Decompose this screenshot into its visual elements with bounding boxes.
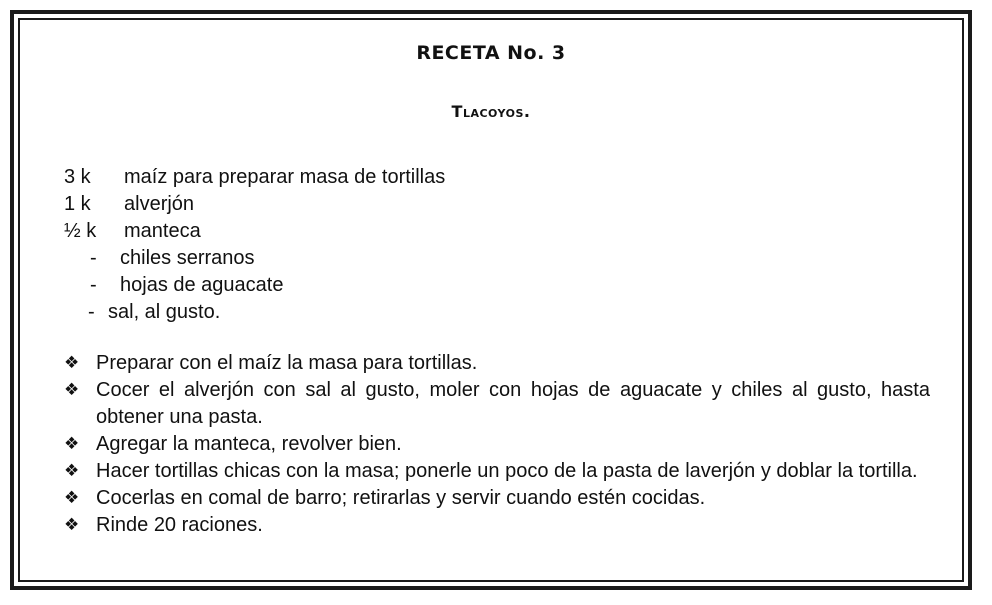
step-item [64,485,930,512]
recipe-card-outer-border [10,10,972,590]
diamond-bullet-icon: ❖ [64,488,80,508]
diamond-bullet-icon: ❖ [64,461,80,481]
ingredient-item [64,245,445,272]
step-text: Agregar la manteca, revolver bien. [96,433,402,455]
diamond-bullet-icon: ❖ [64,515,80,535]
ingredient-item [64,272,445,299]
ingredient-quantity: 3 k [64,166,91,188]
ingredient-item [64,299,445,326]
ingredient-name: maíz para preparar masa de tortillas [124,166,446,188]
ingredient-name: alverjón [124,193,195,215]
step-text: Rinde 20 raciones. [96,514,263,536]
ingredient-dash: - [90,247,97,269]
ingredient-name: chiles serranos [120,247,255,269]
step-text: Hacer tortillas chicas con la masa; ponerle un poco de la pasta de laverjón y doblar la tortilla. [96,460,918,482]
ingredient-name: sal, al gusto. [108,301,221,323]
step-item [64,431,930,458]
recipe-card [18,18,964,582]
ingredient-name: manteca [124,220,201,242]
ingredients-list [64,164,445,326]
step-text: Cocer el alverjón con sal al gusto, moler con hojas de aguacate y chiles al gusto, hasta obtener una pasta. [96,379,930,428]
step-item [64,512,930,539]
step-text: Cocerlas en comal de barro; retirarlas y servir cuando estén cocidas. [96,487,706,509]
ingredient-dash: - [88,301,95,323]
steps-list [64,350,930,539]
ingredient-name: hojas de aguacate [120,274,284,296]
recipe-title: RECETA No. 3 [416,42,566,64]
step-item [64,350,930,377]
ingredient-quantity: ½ k [64,220,97,242]
diamond-bullet-icon: ❖ [64,434,80,454]
diamond-bullet-icon: ❖ [64,353,80,373]
step-text: Preparar con el maíz la masa para tortillas. [96,352,478,374]
diamond-bullet-icon: ❖ [64,380,80,400]
ingredient-item [64,164,445,191]
ingredient-item [64,191,445,218]
ingredient-quantity: 1 k [64,193,91,215]
step-item [64,377,930,431]
ingredient-item [64,218,445,245]
step-item [64,458,930,485]
recipe-subtitle: Tlacoyos. [451,102,531,121]
ingredient-dash: - [90,274,97,296]
